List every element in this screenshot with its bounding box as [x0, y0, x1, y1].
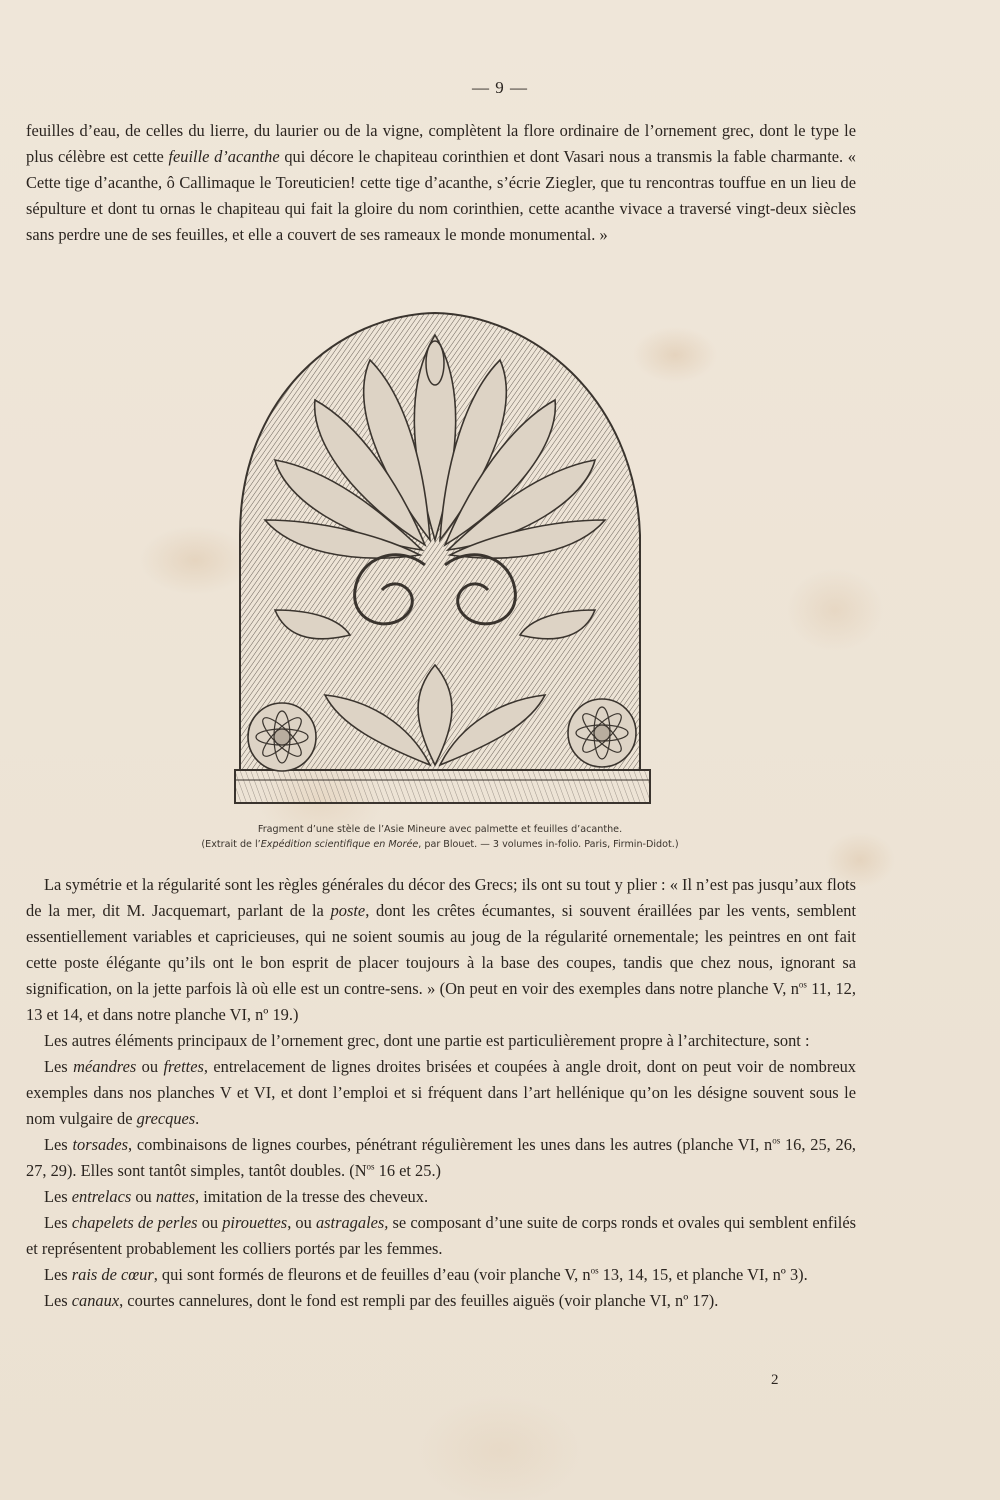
opening-paragraph: [26, 118, 856, 248]
caption-line-1: Fragment d’une stèle de l’Asie Mineure avec palmette et feuilles d’acanthe.: [257, 824, 623, 835]
signature-mark: 2: [771, 1372, 779, 1388]
paragraph-torsades: Les torsades, combinaisons de lignes courbes, pénétrant régulièrement les unes dans les autres (planche VI, $n^{os}$ 16, 25, 26, 27, 29). Elles sont tantôt simples, tantôt doubles. ($N^{os}$ 16 et 25.): [26, 1135, 856, 1180]
stele-engraving: [230, 305, 660, 810]
paragraph-rais-de-coeur: Les rais de cœur, qui sont formés de fleurons et de feuilles d’eau (voir planche V, $n^{os}$ 13, 14, 15, et planche VI, nº 3).: [44, 1265, 808, 1284]
caption-line-2: (Extrait de l’Expédition scientifique en Morée, par Blouet. — 3 volumes in-folio. Paris, Firmin-Didot.): [201, 839, 679, 850]
rosette-right: [568, 699, 636, 767]
rosette-left: [248, 703, 316, 771]
paragraph-canaux: Les canaux, courtes cannelures, dont le fond est rempli par des feuilles aiguës (voir planche VI, nº 17).: [44, 1291, 719, 1310]
paragraph-chapelets: Les chapelets de perles ou pirouettes, ou astragales, se composant d’une suite de corps ronds et ovales qui semblent enfilés et représentent probablement les colliers portés par les femmes.: [26, 1213, 857, 1258]
page-number: — 9 —: [472, 78, 528, 97]
paragraph-entrelacs: Les entrelacs ou nattes, imitation de la tresse des cheveux.: [44, 1187, 429, 1206]
stele-base: [235, 770, 650, 803]
figure-caption: [140, 822, 740, 852]
paragraph-elements: Les autres éléments principaux de l’ornement grec, dont une partie est particulièrement propre à l’architecture, sont :: [44, 1031, 810, 1050]
paragraph-meandres: Les méandres ou frettes, entrelacement de lignes droites brisées et coupées à angle droit, dont on peut voir de nombreux exemples dans nos planches V et VI, et dont l’emploi et si fréquent dans l’art hellénique qu’on les désigne souvent sous le nom vulgaire de grecques.: [26, 1057, 857, 1128]
paragraph-acanthus: feuilles d’eau, de celles du lierre, du laurier ou de la vigne, complètent la flore ordinaire de l’ornement grec, dont le type le plus célèbre est cette feuille d’acanthe qui décore le chapiteau corinthien et dont Vasari nous a transmis la fable charmante. « Cette tige d’acanthe, ô Callimaque le Toreuticien! cette tige d’acanthe, s’écrie Ziegler, que tu rencontras touffue en un lieu de sépulture et dont tu ornas le chapiteau qui fait la gloire du nom corinthien, cette acanthe vivace a traversé vingt-deux siècles sans perdre une de ses feuilles, et elle a couvert de ses rameaux le monde monumental. »: [26, 121, 856, 244]
body-text: [26, 872, 856, 1314]
paragraph-symmetry: La symétrie et la régularité sont les règles générales du décor des Grecs; ils ont su tout y plier : « Il n’est pas jusqu’aux flots de la mer, dit M. Jacquemart, parlant de la poste, dont les crêtes écumantes, si souvent éraillées par les vents, semblent essentiellement variables et capricieuses, qui ne soient soumis au joug de la régularité ornementale; les peintres en ont fait cette poste élégante qu’ils ont le bon esprit de placer toujours à la base des coupes, tandis que chez nous, ignorant sa signification, on la jette parfois là où elle est un contre-sens. » (On peut en voir des exemples dans notre planche V, $n^{os}$ 11, 12, 13 et 14, et dans notre planche VI, nº 19.): [26, 875, 857, 1024]
bud: [426, 341, 444, 385]
